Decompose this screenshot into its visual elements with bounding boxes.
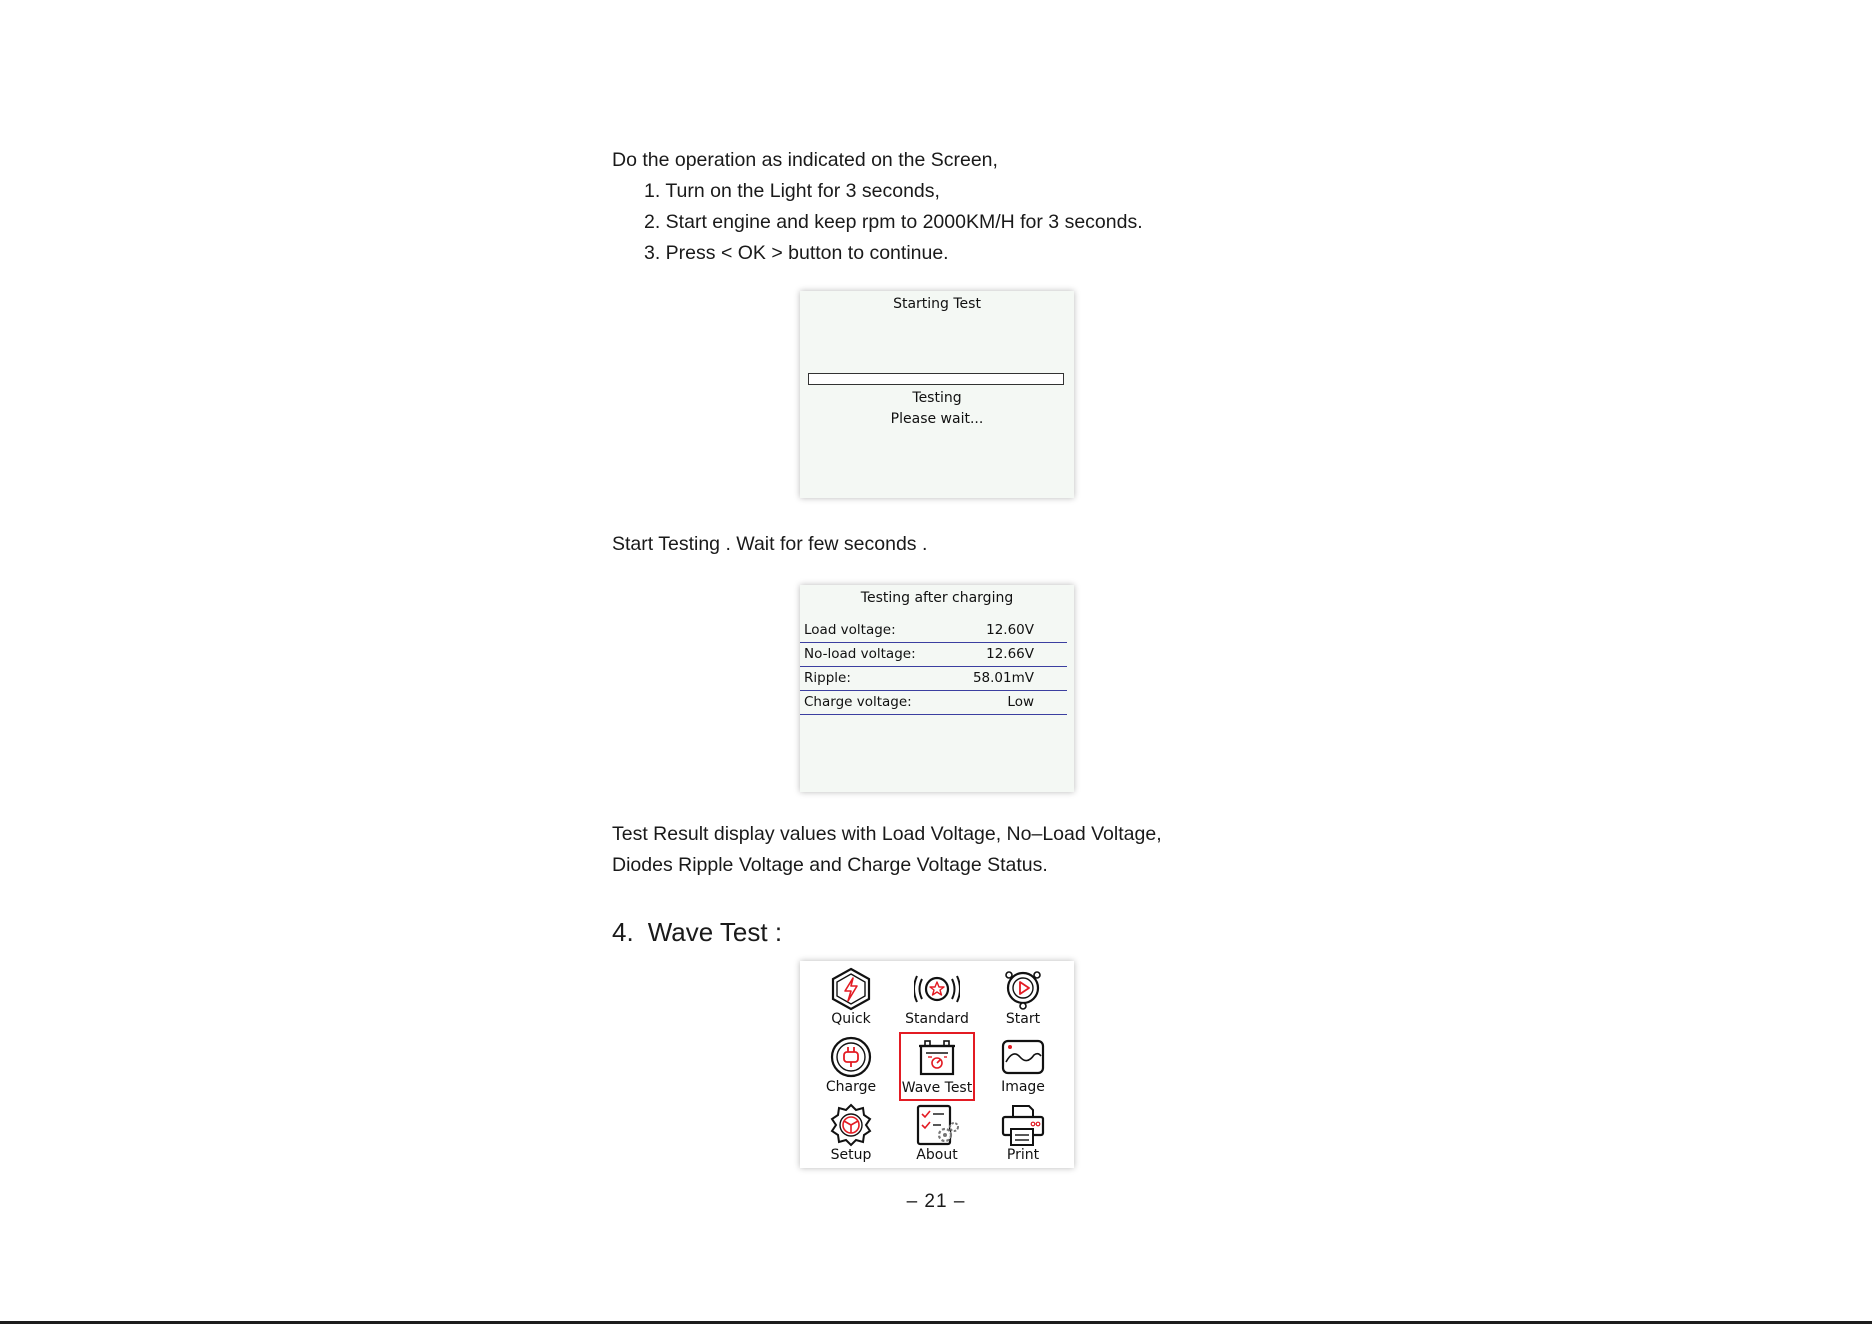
row-label: No-load voltage: bbox=[804, 646, 916, 662]
result-row bbox=[800, 643, 1067, 667]
row-value: Low bbox=[1007, 694, 1034, 710]
menu-label: Setup bbox=[830, 1147, 872, 1163]
start-icon bbox=[1000, 967, 1046, 1011]
menu-item-setup[interactable] bbox=[808, 1101, 894, 1169]
row-label: Ripple: bbox=[804, 670, 851, 686]
menu-item-standard[interactable] bbox=[894, 965, 980, 1033]
result-text-line: Diodes Ripple Voltage and Charge Voltage Status. bbox=[612, 854, 1048, 876]
quick-icon bbox=[828, 967, 874, 1011]
result-description bbox=[612, 819, 1162, 881]
step-item: 1. Turn on the Light for 3 seconds, bbox=[644, 180, 940, 202]
result-row bbox=[800, 619, 1067, 643]
menu-item-wave-test[interactable] bbox=[899, 1032, 975, 1101]
row-value: 12.66V bbox=[986, 646, 1034, 662]
menu-grid bbox=[808, 965, 1066, 1169]
menu-item-image[interactable] bbox=[980, 1033, 1066, 1101]
menu-item-quick[interactable] bbox=[808, 965, 894, 1033]
menu-label: Image bbox=[1001, 1079, 1045, 1095]
menu-label: Wave Test bbox=[901, 1080, 973, 1096]
instruction-steps bbox=[612, 176, 1143, 269]
result-text-line: Test Result display values with Load Voltage, No–Load Voltage, bbox=[612, 823, 1162, 845]
section-heading bbox=[612, 917, 782, 948]
start-testing-text: Start Testing . Wait for few seconds . bbox=[612, 533, 928, 555]
menu-label: About bbox=[916, 1147, 958, 1163]
menu-item-start[interactable] bbox=[980, 965, 1066, 1033]
main-menu-screen bbox=[800, 961, 1074, 1168]
menu-item-charge[interactable] bbox=[808, 1033, 894, 1101]
menu-item-about[interactable] bbox=[894, 1101, 980, 1169]
row-label: Charge voltage: bbox=[804, 694, 912, 710]
page-number: – 21 – bbox=[906, 1191, 966, 1212]
print-icon bbox=[1000, 1103, 1046, 1147]
row-value: 12.60V bbox=[986, 622, 1034, 638]
menu-item-print[interactable] bbox=[980, 1101, 1066, 1169]
starting-test-screen bbox=[800, 291, 1074, 498]
row-label: Load voltage: bbox=[804, 622, 896, 638]
result-row bbox=[800, 691, 1067, 715]
status-testing: Testing bbox=[912, 390, 962, 406]
section-number: 4. bbox=[612, 917, 634, 947]
menu-label: Quick bbox=[831, 1011, 871, 1027]
section-title: Wave Test : bbox=[647, 917, 783, 947]
menu-label: Print bbox=[1006, 1147, 1040, 1163]
screen-title: Testing after charging bbox=[860, 590, 1014, 606]
standard-icon bbox=[914, 967, 960, 1011]
progress-bar bbox=[808, 373, 1064, 385]
result-row bbox=[800, 667, 1067, 691]
charge-icon bbox=[828, 1035, 874, 1079]
menu-label: Start bbox=[1005, 1011, 1041, 1027]
image-icon bbox=[1000, 1035, 1046, 1079]
step-item: 2. Start engine and keep rpm to 2000KM/H for 3 seconds. bbox=[644, 211, 1143, 233]
intro-paragraph bbox=[612, 145, 1143, 269]
intro-lead: Do the operation as indicated on the Screen, bbox=[612, 149, 998, 171]
menu-label: Charge bbox=[825, 1079, 877, 1095]
status-please-wait: Please wait... bbox=[890, 411, 984, 427]
wave-test-icon bbox=[914, 1036, 960, 1080]
screen-title: Starting Test bbox=[893, 296, 981, 312]
menu-label: Standard bbox=[905, 1011, 969, 1027]
status-message bbox=[800, 388, 1074, 430]
about-icon bbox=[914, 1103, 960, 1147]
step-item: 3. Press < OK > button to continue. bbox=[644, 242, 949, 264]
test-result-screen bbox=[800, 585, 1074, 792]
setup-icon bbox=[828, 1103, 874, 1147]
row-value: 58.01mV bbox=[972, 670, 1034, 686]
result-table bbox=[800, 619, 1067, 715]
